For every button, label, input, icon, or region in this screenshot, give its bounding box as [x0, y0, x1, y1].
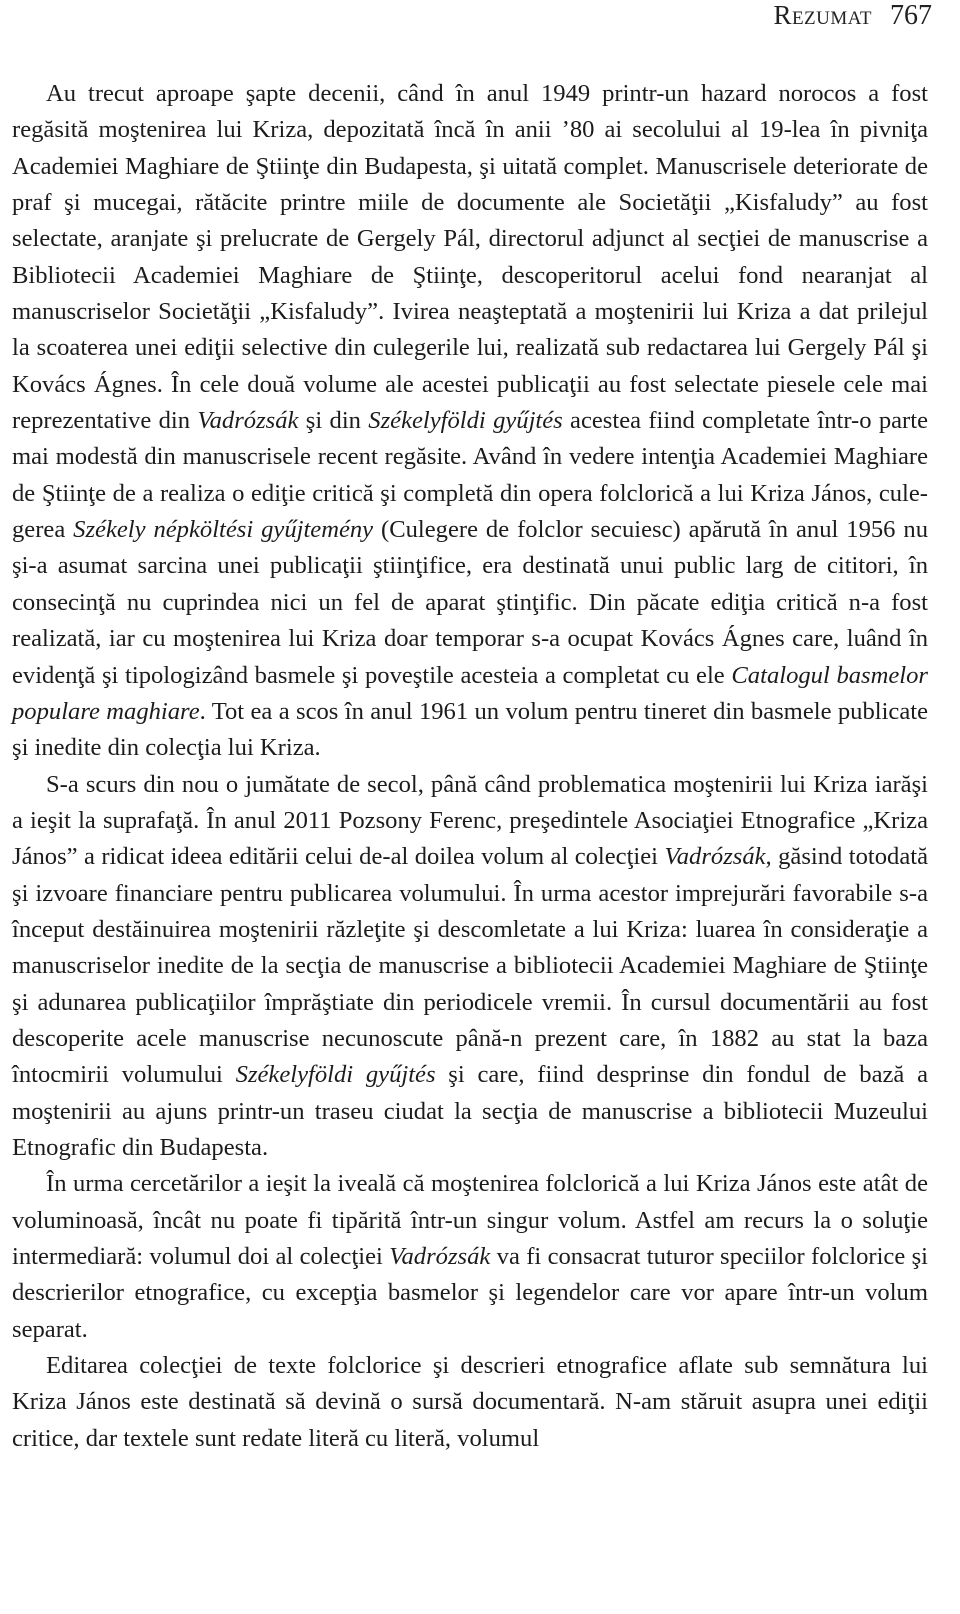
title-italic: Székelyföldi gyűjtés: [235, 1061, 436, 1089]
text-run: şi din: [298, 407, 369, 435]
text-run: (Culegere de folclor secuiesc) apărută în anul 1956 nu şi-a asumat sarcina unei publicaţii ştiinţifice, era destinată unui public larg de cititori, în consecinţă nu cuprindea nici un fel de aparat ştinţific. Din păcate ediţia critică n-a fost realizată, iar cu moştenirea lui Kriza doar temporar s-a ocupat Kovács Ágnes care, luând în evidenţă şi tipologizând basmele şi poveştile acesteia a completat cu ele: [12, 516, 928, 689]
paragraph: [12, 767, 928, 1167]
text-run: S-a scurs din nou o jumătate de secol, până când problematica moştenirii lui Kriza iarăşi a ieşit la suprafaţă. În anul 2011 Pozsony Ferenc, preşedintele Asociaţiei Etnografice „Kriza János” a ridicat ideea editării celui de-al doilea volum al colecţiei: [12, 770, 928, 871]
text-run: va fi consacrat tuturor speciilor folclorice şi descrierilor etnografice, cu excepţia basmelor şi legendelor care vor apare într-un volum separat.: [12, 1243, 928, 1343]
title-italic: Vadrózsák: [389, 1243, 491, 1270]
paragraph: [12, 1166, 928, 1348]
text-run: În urma cercetărilor a ieşit la iveală că moştenirea folclorică a lui Kriza János este atât de voluminoasă, încât nu poate fi tipărită într-un singur volum. Astfel am recurs la o soluţie intermediară: volumul doi al colecţiei: [12, 1170, 928, 1270]
text-run: . Tot ea a scos în anul 1961 un volum pentru tineret din basmele publicate şi inedite din colecţia lui Kriza.: [12, 697, 928, 762]
title-italic: Vadrózsák: [197, 407, 299, 435]
title-italic: Székely népköltési gyűjtemény: [73, 516, 374, 544]
text-run: şi care, fiind desprinse din fondul de bază a moştenirii au ajuns printr-un traseu ciudat la secţia de manuscrise a bibliotecii Muzeului Etnografic din Budapesta.: [12, 1061, 928, 1161]
text-run: Editarea colecţiei de texte folclorice şi descrieri etnografice aflate sub semnătura lui Kriza János este destinată să devină o sursă documentară. N-am stăruit asupra unei ediţii critice, dar textele sunt redate literă cu literă, volumul: [12, 1352, 928, 1452]
title-italic: Vadrózsák,: [664, 843, 772, 871]
body-text: [12, 76, 928, 1457]
text-run: acestea fiind completate într-o parte mai modestă din manuscrisele recent regăsite. Având în vedere intenţia Academiei Maghiare de Ştiinţe de a realiza o ediţie critică şi completă din opera folclorică a lui Kriza János, culegerea: [12, 407, 928, 544]
paragraph: [12, 76, 928, 767]
paragraph: [12, 1348, 928, 1457]
page-header: [773, 0, 932, 30]
running-head: Rezumat: [773, 0, 872, 30]
text-run: Au trecut aproape şapte decenii, când în anul 1949 printr-un hazard norocos a fost regăsită moştenirea lui Kriza, depozitată încă în anii ’80 ai secolului al 19-lea în pivniţa Academiei Maghiare de Ştiinţe din Budapesta, şi uitată complet. Manuscrisele deteriorate de praf şi mucegai, rătăcite printre miile de documente ale Societăţii „Kisfaludy” au fost selectate, aranjate şi prelucrate de Gergely Pál, directorul adjunct al secţiei de manuscrise a Bibliotecii Academiei Maghiare de Ştiinţe, descoperitorul acelui fond nearanjat al manuscriselor Societăţii „Kisfaludy”. Ivirea neaşteptată a moştenirii lui Kriza a dat prilejul la scoaterea unei ediţii selective din culegerile lui, realizată sub redactarea lui Gergely Pál şi Kovács Ágnes. În cele două volume ale acestei publicaţii au fost selectate piesele cele mai reprezentative din: [12, 80, 928, 435]
page-number: 767: [890, 0, 932, 31]
text-run: găsind totodată şi izvoare financiare pentru publicarea volumului. În urma acestor imprejurări favorabile s-a început destăinuirea moştenirii răzleţite şi descomletate a lui Kriza: luarea în consideraţie a manuscriselor inedite de la secţia de manuscrise a bibliotecii Academiei Maghiare de Ştiinţe şi adunarea publicaţiilor împrăştiate din periodicele vremii. În cursul documentării au fost descoperite acele manuscrise necunoscute până-n prezent care, în 1882 au stat la baza întocmirii volumului: [12, 843, 928, 1089]
title-italic: Székelyföldi gyűjtés: [368, 407, 563, 435]
title-italic: Catalogul basmelor populare maghiare: [12, 661, 929, 725]
